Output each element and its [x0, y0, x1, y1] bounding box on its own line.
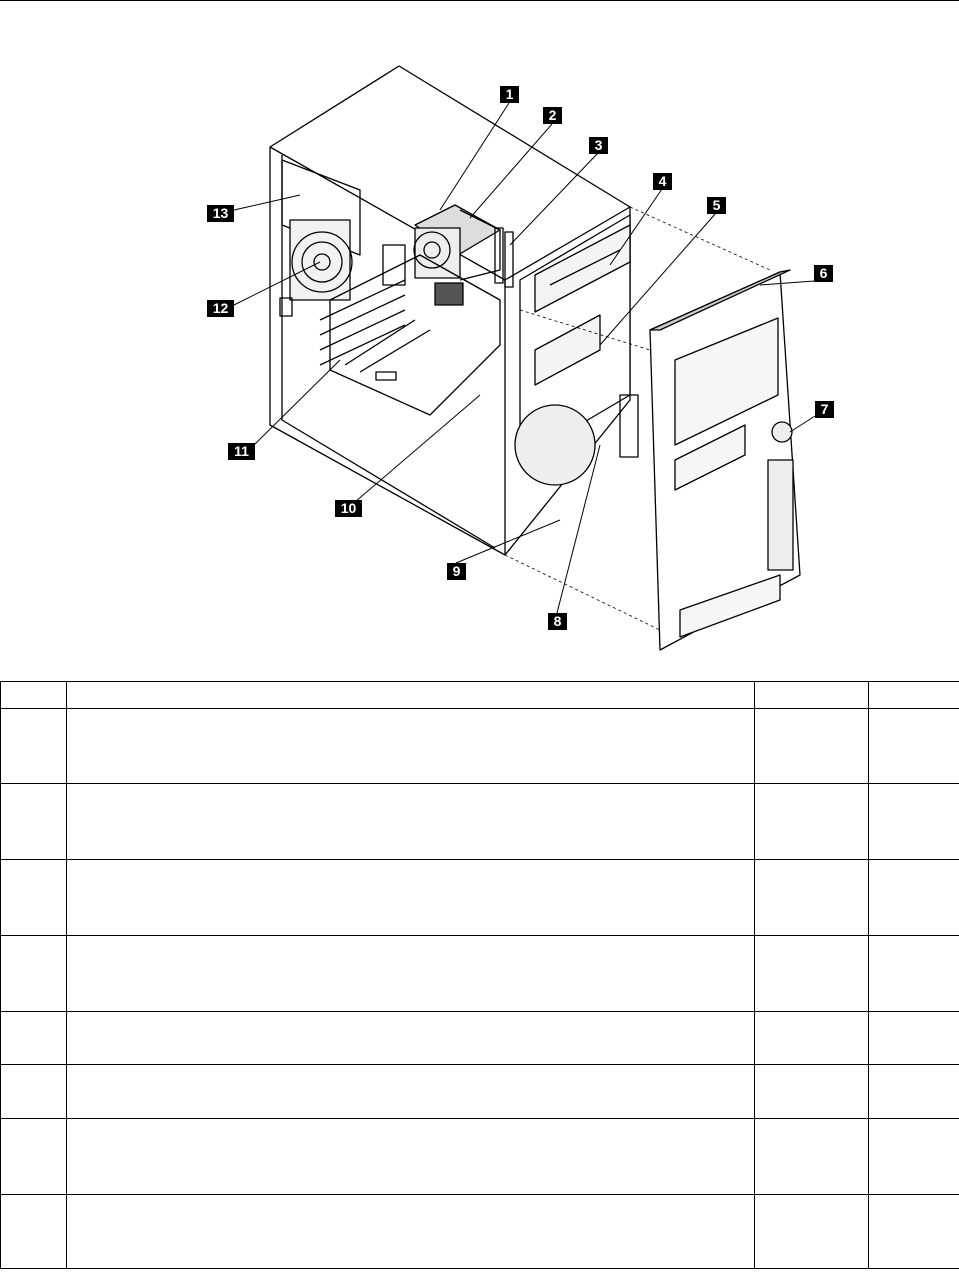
table-cell — [1, 936, 67, 1012]
table-cell — [67, 1012, 755, 1065]
callout-4 — [653, 173, 672, 190]
callout-12 — [207, 300, 234, 317]
table-cell — [1, 784, 67, 860]
table-cell — [1, 1065, 67, 1119]
table-cell — [1, 1119, 67, 1195]
table-cell — [755, 1195, 869, 1269]
svg-text:13: 13 — [212, 205, 229, 221]
table-cell — [67, 709, 755, 784]
table-cell — [67, 1065, 755, 1119]
table-header-cell — [869, 682, 959, 709]
table-cell — [869, 1012, 959, 1065]
table-row — [1, 1119, 959, 1195]
chassis-drawing — [270, 66, 800, 650]
svg-text:1: 1 — [505, 86, 514, 102]
table-cell — [869, 709, 959, 784]
table-cell — [1, 860, 67, 936]
table-cell — [1, 709, 67, 784]
table-cell — [755, 709, 869, 784]
table-cell — [755, 784, 869, 860]
table-cell — [755, 1119, 869, 1195]
svg-text:7: 7 — [820, 401, 829, 417]
table-cell — [869, 1195, 959, 1269]
table-cell — [67, 1119, 755, 1195]
table-row — [1, 709, 959, 784]
table-cell — [869, 784, 959, 860]
table-cell — [67, 1195, 755, 1269]
callout-2 — [543, 107, 562, 124]
svg-text:5: 5 — [712, 197, 721, 213]
table-cell — [755, 936, 869, 1012]
svg-text:2: 2 — [548, 107, 557, 123]
callout-10 — [335, 500, 362, 517]
table-row — [1, 1065, 959, 1119]
svg-text:9: 9 — [452, 563, 461, 579]
table-cell — [755, 1012, 869, 1065]
callout-6 — [814, 265, 833, 282]
table-cell — [755, 1065, 869, 1119]
callout-1 — [500, 86, 519, 103]
table-row — [1, 1012, 959, 1065]
table-row — [1, 936, 959, 1012]
table-row — [1, 860, 959, 936]
table-cell — [869, 860, 959, 936]
table-row — [1, 1195, 959, 1269]
callout-7 — [815, 401, 834, 418]
table-cell — [869, 1119, 959, 1195]
table-cell — [67, 784, 755, 860]
svg-text:8: 8 — [553, 613, 562, 629]
svg-text:4: 4 — [658, 173, 667, 189]
table-cell — [755, 860, 869, 936]
svg-text:10: 10 — [340, 500, 357, 516]
callout-5 — [707, 197, 726, 214]
svg-text:11: 11 — [234, 443, 249, 459]
callout-3 — [589, 137, 608, 154]
svg-text:3: 3 — [594, 137, 603, 153]
parts-table — [0, 681, 959, 1269]
callout-11 — [228, 443, 255, 460]
table-row — [1, 784, 959, 860]
callout-13 — [207, 205, 234, 222]
table-cell — [67, 860, 755, 936]
svg-text:12: 12 — [212, 300, 229, 316]
svg-text:6: 6 — [819, 265, 828, 281]
table-header-cell — [67, 682, 755, 709]
table-cell — [869, 1065, 959, 1119]
table-cell — [1, 1012, 67, 1065]
callout-9 — [447, 563, 466, 580]
table-cell — [869, 936, 959, 1012]
table-cell — [1, 1195, 67, 1269]
callout-8 — [548, 613, 567, 630]
table-header-cell — [1, 682, 67, 709]
table-cell — [67, 936, 755, 1012]
table-header-cell — [755, 682, 869, 709]
table-header-row — [1, 682, 959, 709]
